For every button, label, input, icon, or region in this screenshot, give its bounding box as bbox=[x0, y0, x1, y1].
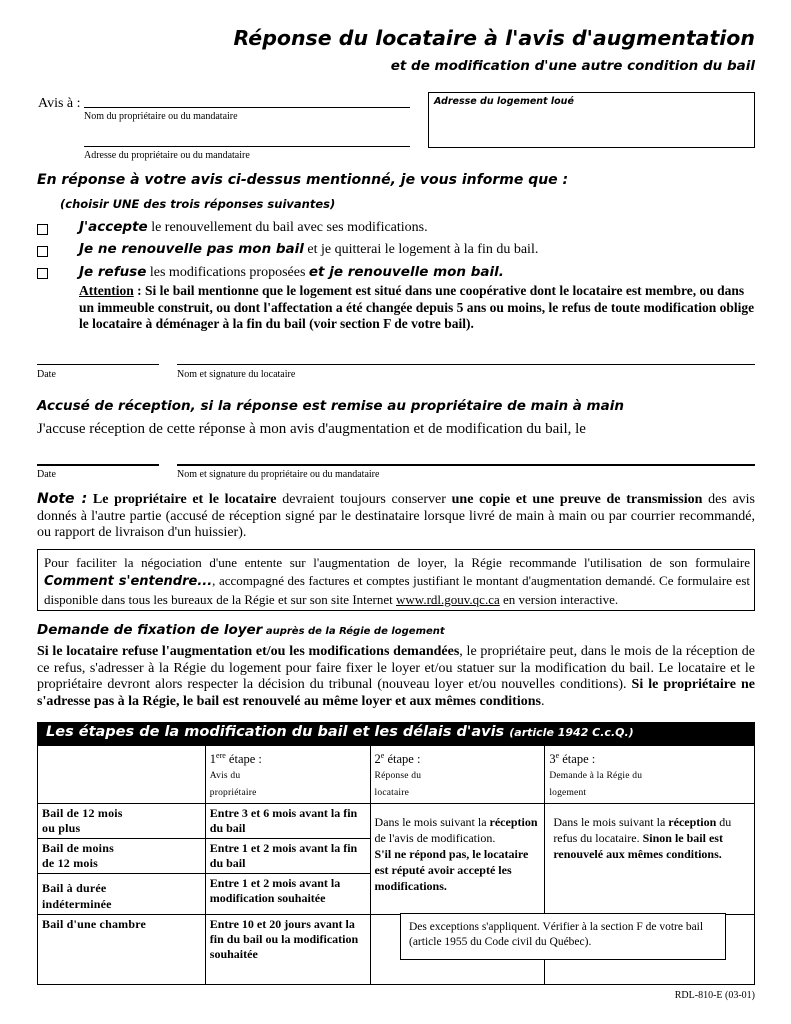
owner-name-caption: Nom du propriétaire ou du mandataire bbox=[84, 111, 238, 122]
row-label: Bail à durée indéterminée bbox=[38, 874, 206, 915]
step3-detail: Dans le mois suivant la réception du refus du locataire. Sinon le bail est renouvelé aux mêmes conditions. bbox=[545, 804, 755, 874]
row-value: Entre 1 et 2 mois avant la fin du bail bbox=[205, 839, 370, 874]
page-title: Réponse du locataire à l'avis d'augmentation bbox=[233, 26, 755, 50]
receipt-text: J'accuse réception de cette réponse à mon avis d'augmentation et de modification du bail, le bbox=[37, 421, 586, 437]
row-value: Entre 1 et 2 mois avant la modification souhaitée bbox=[205, 874, 370, 915]
owner-address-caption: Adresse du propriétaire ou du mandataire bbox=[84, 150, 250, 161]
date-caption: Date bbox=[37, 369, 56, 380]
table-row bbox=[38, 746, 755, 804]
response-instruction: (choisir UNE des trois réponses suivantes) bbox=[60, 197, 336, 211]
owner-address-field[interactable] bbox=[84, 146, 410, 147]
steps-banner-title: Les étapes de la modification du bail et les délais d'avis (article 1942 C.c.Q.) bbox=[46, 724, 634, 740]
response-heading: En réponse à votre avis ci-dessus mentionné, je vous informe que : bbox=[37, 172, 569, 188]
receipt-date-field[interactable] bbox=[37, 464, 159, 466]
step2-header: 2e étape : Réponse du locataire bbox=[370, 746, 545, 804]
fixation-paragraph: Si le locataire refuse l'augmentation et/ou les modifications demandées, le propriétaire peut, dans le mois de la réception de ce refus, s'adresser à la Régie du logement pour faire fixer le loyer et/ou statuer sur la modification du bail. Le locataire et le propriétaire devront alors respecter la décision du tribunal (nouveau loyer et/ou nouvelles conditions). Si le propriétaire ne s'adresse pas à la Régie, le bail est renouvelé au même loyer et aux mêmes conditions. bbox=[37, 644, 756, 709]
avis-label: Avis à : bbox=[38, 96, 81, 111]
note-paragraph: Note : Le propriétaire et le locataire devraient toujours conserver une copie et une preuve de transmission des avis donnés à l'autre partie (accusé de réception signé par le destinataire lorsque livré de main à main ou par courrier recommandé, ou rapport de livraison d'un huissier). bbox=[37, 491, 756, 540]
option-not-renew: Je ne renouvelle pas mon bail et je quitterai le logement à la fin du bail. bbox=[79, 241, 539, 257]
receipt-date-caption: Date bbox=[37, 469, 56, 480]
row-label: Bail de moins de 12 mois bbox=[38, 839, 206, 874]
page-subtitle: et de modification d'une autre condition du bail bbox=[390, 58, 755, 74]
form-code: RDL-810-E (03-01) bbox=[674, 990, 755, 1001]
step1-header: 1ere étape : Avis du propriétaire bbox=[205, 746, 370, 804]
tenant-signature-field[interactable] bbox=[177, 364, 755, 365]
exception-box: Des exceptions s'appliquent. Vérifier à la section F de votre bail (article 1955 du Code civil du Québec). bbox=[400, 913, 726, 960]
receipt-heading: Accusé de réception, si la réponse est remise au propriétaire de main à main bbox=[37, 398, 624, 414]
fixation-heading: Demande de fixation de loyer auprès de la Régie de logement bbox=[37, 622, 445, 638]
step2-detail: Dans le mois suivant la réception de l'avis de modification. S'il ne répond pas, le locataire est réputé avoir accepté les modifications. bbox=[370, 804, 545, 915]
dwelling-address-box[interactable] bbox=[428, 92, 755, 148]
steps-banner bbox=[37, 722, 755, 745]
option-refuse: Je refuse les modifications proposées et je renouvelle mon bail. bbox=[79, 264, 504, 280]
row-value: Entre 10 et 20 jours avant la fin du bail ou la modification souhaitée bbox=[205, 915, 370, 985]
info-text: Pour faciliter la négociation d'une entente sur l'augmentation de loyer, la Régie recommande l'utilisation de son formulaire Comment s'entendre..., accompagné des factures et comptes justifiant le montant d'augmentation demandé. Ce formulaire est disponible dans tous les bureaux de la Régie et sur son site Internet www.rdl.gouv.qc.ca en version interactive. bbox=[44, 555, 750, 607]
row-label: Bail de 12 mois ou plus bbox=[38, 804, 206, 839]
tenant-date-field[interactable] bbox=[37, 364, 159, 365]
attention-note: Attention : Si le bail mentionne que le logement est situé dans une coopérative dont le locataire est membre, ou dans un immeuble construit, ou dont l'affectation a été changée depuis 5 ans ou moins, le refus de toute modification oblige le locataire à déménager à la fin du bail (voir section F de votre bail). bbox=[79, 283, 755, 331]
step3-header: 3e étape : Demande à la Régie du logement bbox=[545, 746, 755, 804]
owner-signature-caption: Nom et signature du propriétaire ou du mandataire bbox=[177, 469, 380, 480]
row-value: Entre 3 et 6 mois avant la fin du bail bbox=[205, 804, 370, 839]
option-not-renew-checkbox[interactable] bbox=[37, 246, 48, 257]
info-box bbox=[37, 549, 755, 611]
table-row bbox=[38, 804, 755, 839]
option-accept: J'accepte le renouvellement du bail avec ses modifications. bbox=[79, 219, 428, 235]
rdl-website-link[interactable]: www.rdl.gouv.qc.ca bbox=[396, 592, 500, 607]
dwelling-address-label: Adresse du logement loué bbox=[434, 96, 574, 107]
row-label: Bail d'une chambre bbox=[38, 915, 206, 985]
option-refuse-checkbox[interactable] bbox=[37, 268, 48, 279]
owner-signature-field[interactable] bbox=[177, 464, 755, 466]
owner-name-field[interactable] bbox=[84, 107, 410, 108]
tenant-signature-caption: Nom et signature du locataire bbox=[177, 369, 296, 380]
option-accept-checkbox[interactable] bbox=[37, 224, 48, 235]
